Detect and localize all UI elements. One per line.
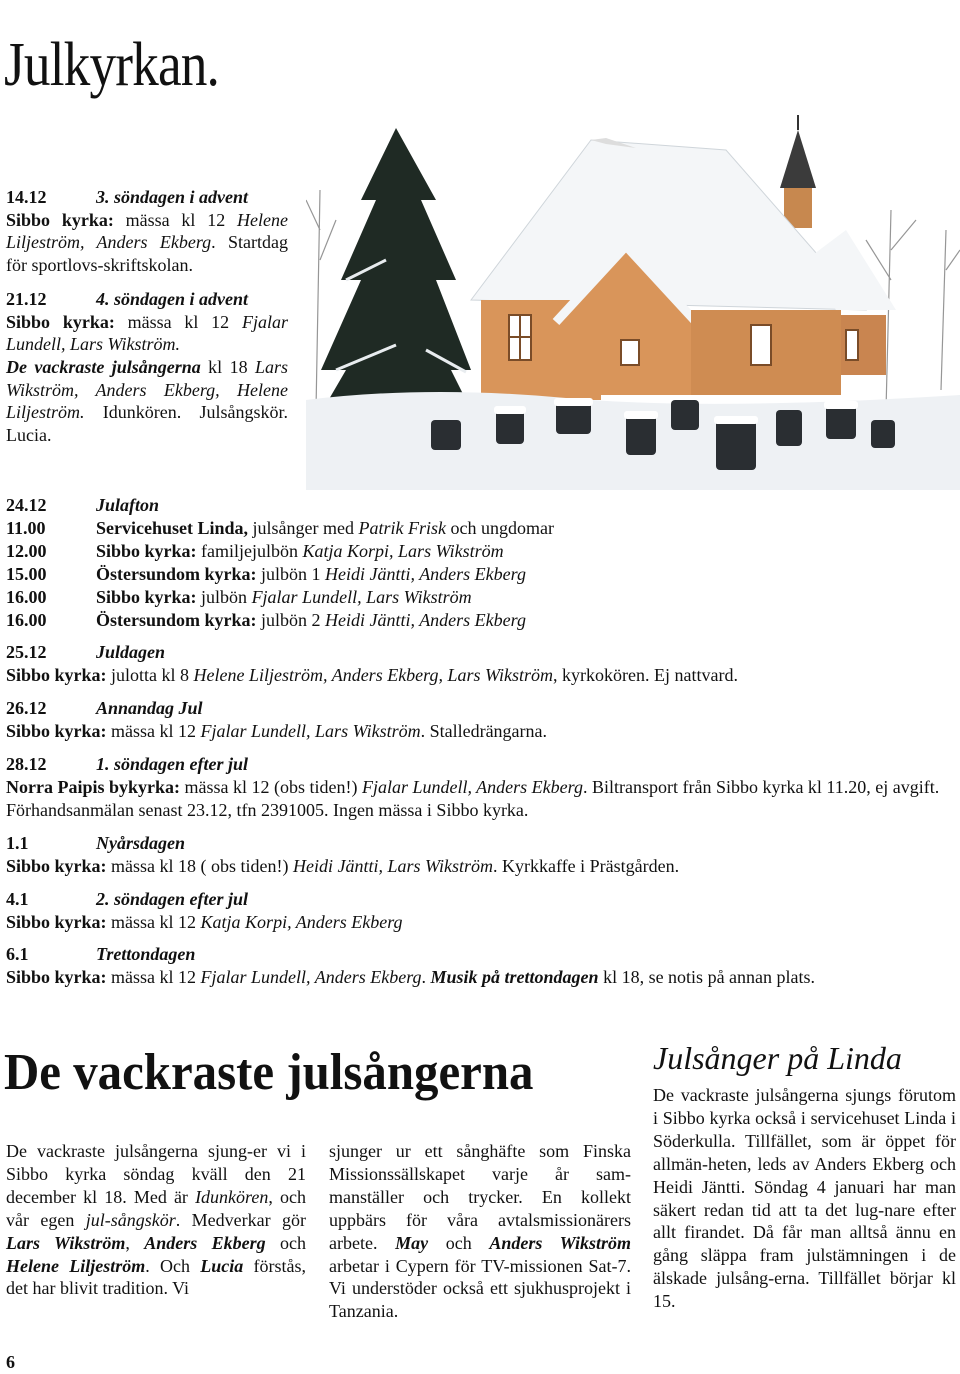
- names: Katja Korpi, Lars Wikström: [302, 540, 504, 561]
- place-label: Sibbo kyrka:: [6, 311, 115, 332]
- heading-4-advent: 4. söndagen i advent: [96, 288, 249, 309]
- service-text: , kyrkokören. Ej nattvard.: [553, 665, 738, 686]
- page-title: Julkyrkan.: [4, 31, 220, 99]
- article-column-1: [6, 1140, 306, 1300]
- event-title: Musik på trettondagen: [430, 967, 599, 988]
- text: förstås, det har blivit tradition. Vi: [6, 1255, 306, 1299]
- side-article: De vackraste julsångerna sjungs förutom i Sibbo kyrka också i servicehuset Linda i Söderkulla. Tillfället, som är öppet för allmän-heten, leds av Anders Ekberg och Heidi Jäntti. Söndag 4 januari har man säkert redan tid att ta det lug-nare efter allt firandet. Då får man alltså ännu en gång släppa fram julstämningen i de älskade julsång-erna. Tillfället börjar kl 15.: [653, 1085, 956, 1312]
- name: Anders Ekberg: [144, 1232, 266, 1253]
- heading: Nyårsdagen: [96, 832, 185, 853]
- service-text: mässa kl 12: [106, 967, 201, 988]
- date-14-12: 14.12: [6, 187, 47, 207]
- article-column-2: [329, 1140, 631, 1323]
- heading-3-advent: 3. söndagen i advent: [96, 187, 249, 207]
- service-text: julbön: [196, 586, 252, 607]
- names: Fjalar Lundell, Lars Wikström: [200, 721, 421, 742]
- names: Fjalar Lundell, Lars Wikström.: [6, 311, 288, 355]
- service-text: . Biltransport från Sibbo kyrka kl 11.20, ej avgift. Förhandsanmälan senast 23.12, tfn 2391005. Ingen mässa i Sibbo kyrka.: [6, 776, 940, 820]
- heading: Juldagen: [96, 642, 166, 663]
- date: 6.1: [6, 944, 29, 965]
- date-24-12: 24.12: [6, 495, 47, 515]
- name: May: [395, 1232, 429, 1253]
- names: Helene Liljeström, Anders Ekberg: [6, 209, 288, 253]
- name: Lucia: [200, 1255, 244, 1276]
- names: Patrik Frisk: [358, 517, 446, 538]
- service-text: .: [421, 967, 431, 988]
- names: Katja Korpi, Anders Ekberg: [200, 911, 403, 932]
- date: 1.1: [6, 832, 29, 853]
- event-title: De vackraste julsångerna: [6, 356, 201, 377]
- place-label: Servicehuset Linda,: [96, 517, 249, 538]
- heading: Annandag Jul: [96, 698, 203, 719]
- advent-schedule: [6, 186, 288, 447]
- place-label: Östersundom kyrka:: [96, 609, 257, 630]
- date: 26.12: [6, 698, 47, 719]
- heading: 1. söndagen efter jul: [96, 754, 249, 775]
- service-text: julotta kl 8: [106, 665, 194, 686]
- name: Helene Liljeström: [6, 1255, 146, 1276]
- place-label: Sibbo kyrka:: [96, 586, 197, 607]
- text: Idunkören: [195, 1186, 269, 1207]
- text: . Och: [145, 1255, 201, 1276]
- text: jul-sångskör: [85, 1209, 176, 1230]
- service-text: mässa kl 12 (obs tiden!): [180, 776, 362, 797]
- service-text: kl 18: [200, 356, 248, 377]
- text: ,: [125, 1232, 145, 1253]
- text: , och vår egen: [6, 1186, 306, 1230]
- church-photo: [306, 110, 960, 490]
- text: De vackraste julsångerna sjung-er vi i Sibbo kyrka söndag kväll den 21 december kl 18. Med är: [6, 1141, 306, 1207]
- date: 25.12: [6, 642, 47, 663]
- entry-trettondagen: [6, 943, 960, 989]
- service-text: Idunkören. Julsångskör. Lucia.: [6, 402, 288, 446]
- place-label: Sibbo kyrka:: [6, 209, 114, 230]
- names: Heidi Jäntti, Lars Wikström: [293, 855, 494, 876]
- heading: Trettondagen: [96, 944, 196, 965]
- time: 11.00: [6, 517, 46, 538]
- service-text: mässa kl 12: [114, 311, 230, 332]
- place-label: Sibbo kyrka:: [6, 721, 107, 742]
- service-text: julbön 2: [256, 609, 326, 630]
- service-text: julbön 1: [256, 563, 326, 584]
- text: arbetar i Cypern för TV-missionen Sat-7. Vi understöder också ett sjukhusprojekt i Tanzania.: [329, 1255, 631, 1322]
- service-text: . Stalledrängarna.: [420, 721, 548, 742]
- service-text: julsånger med: [248, 517, 359, 538]
- place-label: Sibbo kyrka:: [6, 665, 107, 686]
- text: och: [265, 1232, 307, 1253]
- place-label: Sibbo kyrka:: [6, 855, 107, 876]
- names: Fjalar Lundell, Anders Ekberg: [200, 967, 422, 988]
- christmas-schedule: [6, 494, 960, 989]
- service-text: mässa kl 12: [106, 721, 201, 742]
- service-text: . Startdag för sportlovs-skriftskolan.: [6, 232, 288, 276]
- service-text: mässa kl 12: [113, 209, 226, 230]
- service-text: mässa kl 12: [106, 911, 201, 932]
- date: 28.12: [6, 754, 47, 775]
- name: Lars Wikström: [6, 1232, 126, 1253]
- place-label: Östersundom kyrka:: [96, 563, 257, 584]
- text: . Medverkar gör: [175, 1209, 306, 1230]
- service-text: familjejulbön: [196, 540, 303, 561]
- service-text: kl 18, se notis på annan plats.: [598, 967, 816, 988]
- date-21-12: 21.12: [6, 288, 47, 309]
- names: Fjalar Lundell, Lars Wikström: [251, 586, 472, 607]
- text: och: [428, 1232, 490, 1253]
- entry-annandag: [6, 697, 960, 743]
- entry-juldagen: [6, 641, 960, 687]
- date: 4.1: [6, 888, 29, 909]
- place-label: Norra Paipis bykyrka:: [6, 776, 181, 797]
- service-text: . Kyrkkaffe i Prästgården.: [493, 855, 680, 876]
- entry-4-1: [6, 888, 960, 934]
- heading-julafton: Julafton: [96, 495, 160, 515]
- time: 15.00: [6, 563, 47, 584]
- article-heading: De vackraste julsångerna: [4, 1044, 534, 1101]
- time: 16.00: [6, 586, 47, 607]
- time: 12.00: [6, 540, 47, 561]
- place-label: Sibbo kyrka:: [6, 911, 107, 932]
- time: 16.00: [6, 609, 47, 630]
- names: Heidi Jäntti, Anders Ekberg: [325, 609, 526, 630]
- entry-28-12: [6, 753, 960, 822]
- place-label: Sibbo kyrka:: [96, 540, 197, 561]
- names: Helene Liljeström, Anders Ekberg, Lars Wikström: [193, 665, 554, 686]
- entry-nyarsdagen: [6, 832, 960, 878]
- page-number: 6: [6, 1352, 15, 1372]
- service-text: och ungdomar: [446, 517, 554, 538]
- names: Lars Wikström, Anders Ekberg, Helene Liljeström.: [6, 356, 288, 423]
- name: Anders Wikström: [489, 1232, 631, 1253]
- place-label: Sibbo kyrka:: [6, 967, 107, 988]
- text: sjunger ur ett sånghäfte som Finska Missionssällskapet varje år sam-manställer och trycker. En kollekt uppbärs för våra avtalsmissionärers arbete.: [329, 1141, 631, 1253]
- names: Fjalar Lundell, Anders Ekberg: [361, 776, 583, 797]
- heading: 2. söndagen efter jul: [96, 888, 249, 909]
- side-heading: Julsånger på Linda: [653, 1040, 902, 1076]
- names: Heidi Jäntti, Anders Ekberg: [325, 563, 526, 584]
- service-text: mässa kl 18 ( obs tiden!): [106, 855, 294, 876]
